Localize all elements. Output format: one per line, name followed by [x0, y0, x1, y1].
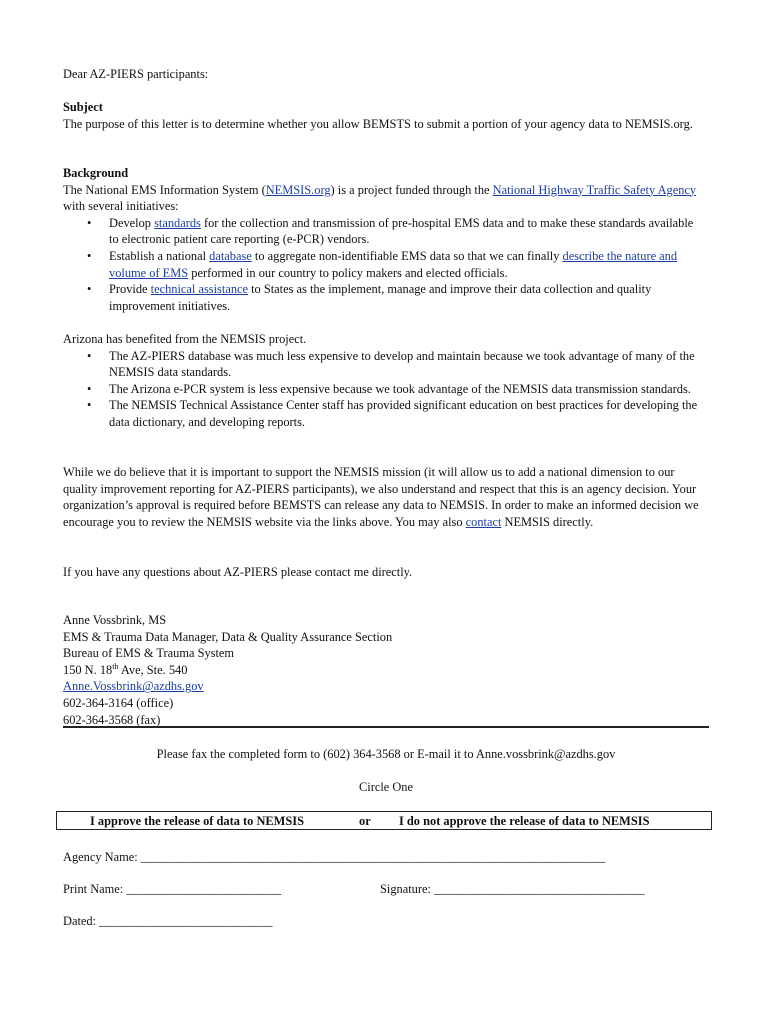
list-item	[63, 248, 703, 281]
subject-heading: Subject	[63, 100, 103, 114]
salutation: Dear AZ-PIERS participants:	[63, 67, 209, 81]
item-text: performed in our country to policy makers and elected officials.	[188, 265, 508, 280]
intro-text-1: The National EMS Information System (	[63, 182, 266, 197]
addr-sup: th	[112, 661, 119, 671]
standards-link[interactable]: standards	[154, 215, 201, 230]
item-text: Provide	[109, 282, 151, 297]
item-text: for the collection and transmission of pre-hospital EMS data and to make these standards available to electronic patient care reporting (e-PCR) vendors.	[109, 215, 694, 247]
item-text: to States as the implement, manage and improve their data collection and quality improvement initiatives.	[109, 282, 652, 313]
describe-ems-link[interactable]: describe the nature and volume of EMS	[109, 248, 678, 280]
contact-link[interactable]: contact	[465, 514, 502, 529]
addr-text: 150 N. 18	[63, 662, 113, 677]
background-heading: Background	[63, 166, 129, 180]
item-text: Establish a national	[109, 248, 210, 263]
item-text: to aggregate non-identifiable EMS data so that we can finally	[251, 248, 563, 263]
approve-option[interactable]: I approve the release of data to NEMSIS	[90, 814, 304, 828]
list-item	[63, 215, 703, 248]
signature-block	[63, 612, 703, 728]
signer-name: Anne Vossbrink, MS	[63, 613, 167, 627]
addr-text-end: Ave, Ste. 540	[118, 662, 188, 677]
database-link[interactable]: database	[209, 248, 252, 263]
item-text: Develop	[109, 215, 155, 230]
background-section	[63, 165, 703, 314]
dated-field[interactable]: Dated: ____________________________	[63, 914, 273, 928]
intro-text-2: ) is a project funded through the	[330, 182, 493, 197]
support-text: While we do believe that it is important to support the NEMSIS mission (it will allow us to add a national dimension to our quality improvement reporting for AZ-PIERS participants), we also understand and respect that this is an agency decision. Your organization’s approval is required before BEMSTS can release any data to NEMSIS. In order to make an informed decision we encourage you to review the NEMSIS website via the links above. You may also	[63, 465, 699, 529]
subject-text: The purpose of this letter is to determine whether you allow BEMSTS to submit a portion of your agency data to NEMSIS.org.	[63, 116, 693, 131]
circle-one-label: Circle One	[358, 780, 413, 794]
list-item	[63, 281, 703, 314]
approval-choice-box	[56, 811, 712, 830]
intro-text-3: with several initiatives:	[63, 199, 179, 214]
initiatives-list	[63, 215, 703, 315]
nemsis-link[interactable]: NEMSIS.org	[265, 182, 331, 197]
benefits-list	[63, 348, 703, 431]
fax-instruction: Please fax the completed form to (602) 364-3568 or E-mail it to Anne.vossbrink@azdhs.gov	[156, 747, 616, 761]
signer-bureau: Bureau of EMS & Trauma System	[63, 646, 235, 661]
list-item: • The NEMSIS Technical Assistance Center staff has provided significant education on best practices for developing the data dictionary, and developing reports.	[63, 397, 703, 430]
arizona-intro: Arizona has benefited from the NEMSIS project.	[63, 332, 307, 346]
office-phone: 602-364-3164 (office)	[63, 695, 174, 710]
questions-text: If you have any questions about AZ-PIERS please contact me directly.	[63, 565, 413, 579]
disapprove-option[interactable]: I do not approve the release of data to NEMSIS	[399, 814, 650, 828]
nhtsa-link[interactable]: National Highway Traffic Safety Agency	[492, 182, 697, 197]
background-intro	[63, 182, 703, 215]
support-text-end: NEMSIS directly.	[501, 514, 594, 529]
signer-title: EMS & Trauma Data Manager, Data & Quality Assurance Section	[63, 629, 393, 644]
or-label: or	[359, 814, 371, 828]
agency-name-field[interactable]: Agency Name: ___________________________________________________________________________	[63, 850, 606, 864]
signer-address	[63, 662, 703, 679]
arizona-section	[63, 331, 703, 431]
list-item: • The AZ-PIERS database was much less expensive to develop and maintain because we took advantage of many of the NEMSIS data standards.	[63, 348, 703, 381]
print-name-field[interactable]: Print Name: _________________________	[63, 882, 282, 896]
support-paragraph	[63, 464, 703, 530]
divider	[63, 726, 709, 728]
list-item: • The Arizona e-PCR system is less expensive because we took advantage of the NEMSIS data transmission standards.	[63, 381, 703, 398]
signature-field[interactable]: Signature: __________________________________	[380, 882, 645, 896]
technical-assistance-link[interactable]: technical assistance	[150, 282, 249, 297]
subject-section	[63, 99, 703, 132]
email-link[interactable]: Anne.Vossbrink@azdhs.gov	[63, 679, 204, 694]
fax-number: 602-364-3568 (fax)	[63, 712, 161, 727]
